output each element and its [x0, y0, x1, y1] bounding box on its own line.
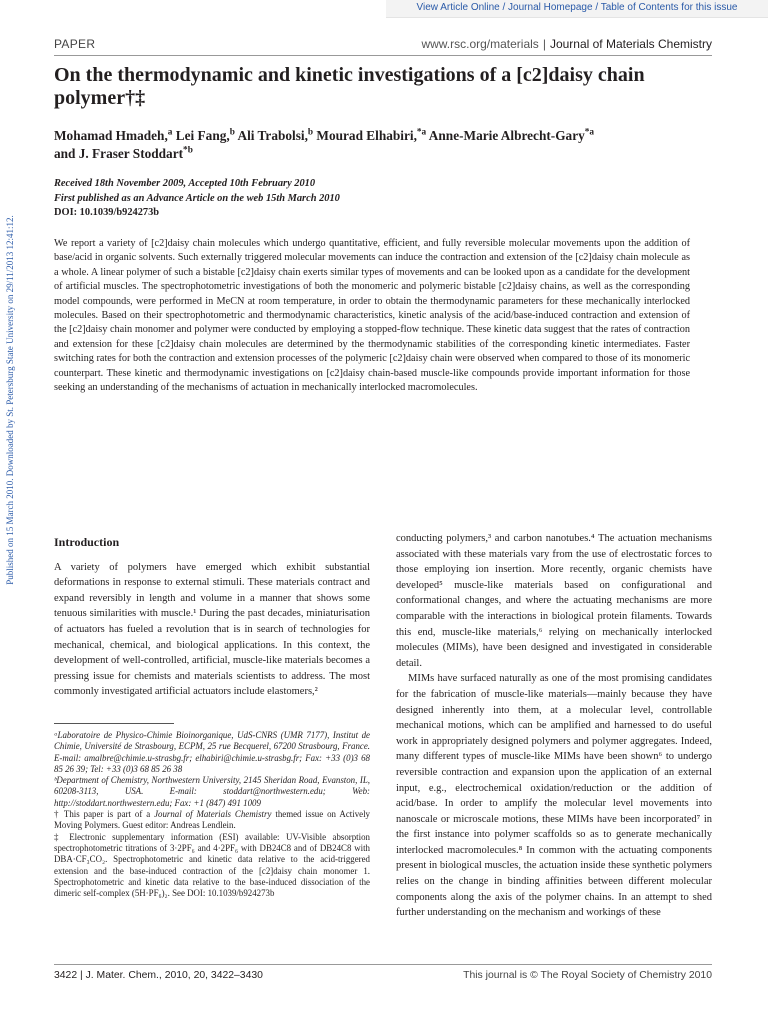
received-date: Received 18th November 2009, Accepted 10th February 2010: [54, 178, 316, 189]
copyright-notice: This journal is © The Royal Society of Chemistry 2010: [463, 970, 712, 981]
themed-issue-journal: Journal of Materials Chemistry: [154, 809, 272, 820]
journal-header: [421, 37, 712, 51]
themed-issue-text: † This paper is part of a: [54, 809, 155, 820]
footnote-rule: [54, 723, 174, 724]
affiliation-b: ᵇDepartment of Chemistry, Northwestern University, 2145 Sheridan Road, Evanston, IL, 60208-3113, USA. E-mail: stoddart@northwestern.edu; Web: http://stoddart.northwestern.edu; Fax: +1 (847) 491 1009: [54, 775, 370, 808]
author-affiliation: *a: [416, 127, 427, 138]
author-affiliation: b: [307, 127, 314, 138]
journal-url[interactable]: www.rsc.org/materials: [421, 37, 539, 51]
article-title: On the thermodynamic and kinetic investigations of a [c2]daisy chain polymer†‡: [54, 64, 645, 109]
right-column: [396, 531, 712, 921]
download-stamp-text: Published on 15 March 2010. Downloaded by St. Petersburg State University on 29/11/2013 12:41:12.: [5, 215, 15, 585]
top-bar: [0, 0, 768, 17]
author: and J. Fraser Stoddart: [54, 146, 184, 161]
author-affiliation: a: [167, 127, 173, 138]
header-separator: |: [542, 37, 546, 51]
author: Ali Trabolsi,: [237, 128, 308, 143]
author: Mohamad Hmadeh,: [54, 128, 168, 143]
download-stamp: [1, 180, 19, 620]
author-affiliation: *b: [183, 145, 193, 156]
page-citation: 3422 | J. Mater. Chem., 2010, 20, 3422–3430: [54, 970, 263, 981]
section-heading: Introduction: [54, 535, 120, 549]
author: Lei Fang,: [175, 128, 230, 143]
header-rule: [54, 55, 712, 56]
section-label: PAPER: [54, 37, 96, 51]
published-date: First published as an Advance Article on the web 15th March 2010: [54, 192, 340, 204]
article-links[interactable]: View Article Online / Journal Homepage / Table of Contents for this issue: [386, 0, 768, 18]
footer-rule: [54, 964, 712, 965]
author-affiliation: *a: [584, 127, 595, 138]
body-paragraph: conducting polymers,³ and carbon nanotubes.⁴ The actuation mechanisms associated with these materials vary from the use of electrostatic forces to those employing ion insertion. More recently, organic chemists have developed⁵ muscle-like materials based on configurational and conformational changes, and where the actuating mechanisms are more comparable with the interactions in biological protein filaments. Towards this end, muscle-like materials,⁶ relying on mechanically interlocked molecules (MIMs), have been designed and investigated in considerable detail.: [396, 533, 712, 669]
affiliation-a: ᵃLaboratoire de Physico-Chimie Bioinorganique, UdS-CNRS (UMR 7177), Institut de Chimie, Université de Strasbourg, ECPM, 25 rue Becquerel, 67200 Strasbourg, France. E-mail: amalbre@chimie.u-strasbg.fr; elhabiri@chimie.u-strasbg.fr; Fax: +33 (0)3 68 85 26 39; Tel: +33 (0)3 68 85 26 38: [54, 729, 370, 774]
author: Mourad Elhabiri,: [316, 128, 417, 143]
themed-issue-note: [54, 809, 370, 832]
author-affiliation: b: [229, 127, 235, 138]
esi-note: ‡ Electronic supplementary information (ESI) available: UV-Visible absorption spectrophotometric titrations of 3·2PF₆ and 4·2PF₆ with DB24C8 and of DB24C8 with DBA·CF₃CO₂. Spectrophotometric and kinetic data relative to the acid-triggered extension and the base-induced contraction of the [c2]daisy chain monomer 1. Spectrophotometric and kinetic data relative to the base-induced dissociation of the dimeric self-complex (5H·PF₆)₂. See DOI: 10.1039/b924273b: [54, 831, 370, 899]
author: Anne-Marie Albrecht-Gary: [428, 128, 585, 143]
themed-issue-text-end: themed issue on Actively Moving Polymers. Guest editor: Andreas Lendlein.: [54, 809, 370, 831]
doi[interactable]: DOI: 10.1039/b924273b: [54, 207, 160, 218]
author-list: [54, 127, 714, 163]
left-column: [54, 531, 370, 899]
footnotes: [54, 730, 370, 899]
publication-dates: [54, 177, 654, 221]
body-paragraph: A variety of polymers have emerged which exhibit substantial deformations in response to external stimuli. These materials contract and expand reversibly in length and volume in a manner that shows some tenuous similarities with muscle.¹ During the past decades, miniaturisation of actuators has fueled a revolution that is in search of technologies for mechanical, chemical, and biological applications. In this context, the development of well-controlled, artificial, muscle-like materials becomes a pressing issue for chemists and materials scientists to address. The most commonly investigated artificial actuators include elastomers,²: [54, 561, 370, 698]
journal-name: Journal of Materials Chemistry: [549, 37, 712, 51]
body-paragraph: MIMs have surfaced naturally as one of the most promising candidates for the fabrication of muscle-like materials—mainly because they have designed inherently into them, at a molecular level, controllable mechanical motions, which can be amplified and harnessed to do useful work in appropriately designed polymers and polymer aggregates. Indeed, many different types of muscle-like MIMs have been shown⁶ to undergo reversible contraction and expansion upon the application of an external input, e.g., electrochemical oxidation/reduction or the addition of acid/base. In order to amplify the molecular level movements into nanoscale or microscale motions, these MIMs have been incorporated⁷ in the first instance into polymer scaffolds so as to generate mechanically interlocked macromolecules.⁸ In common with the actuating components present in biological muscles, the actuation inside these synthetic polymers relies on the change in binding affinities between different molecular components along the axis of the polymer chains. In an attempt to shed further understanding on the mechanism and workings of these: [396, 673, 712, 919]
abstract: We report a variety of [c2]daisy chain molecules which undergo quantitative, efficient, and fully reversible molecular movements upon the addition of base/acid in organic solvents. Such externally triggered molecular movements can induce the contraction and extension of the [c2]daisy chain molecule as a whole. A linear polymer of such a bistable [c2]daisy chain exerts similar types of movements and can be looked upon as a candidate for the development of artificial muscles. The spectrophotometric investigations of both the monomeric and polymeric bistable [c2]daisy chains, as well as the corresponding model compounds, were performed in MeCN at room temperature, in order to obtain the thermodynamic parameters for these mechanically interlocked molecules. Based on their spectrophotometric and thermodynamic characteristics, kinetic analysis of the acid/base-induced contraction and extension of the [c2]daisy chain monomer and polymer were conducted by employing a stopped-flow technique. These kinetic data suggest that the rates of contraction and extension for these [c2]daisy chain molecules are determined by the thermodynamic stabilities of the corresponding kinetic intermediates. Faster switching rates for both the contraction and extension processes of the polymeric [c2]daisy chain were observed when compared to those of its monomeric counterpart. These kinetic and thermodynamic investigations on [c2]daisy chain-based muscle-like compounds provide important information for those seeking an understanding of the mechanisms of actuation in mechanically interlocked macromolecules.: [54, 238, 690, 394]
